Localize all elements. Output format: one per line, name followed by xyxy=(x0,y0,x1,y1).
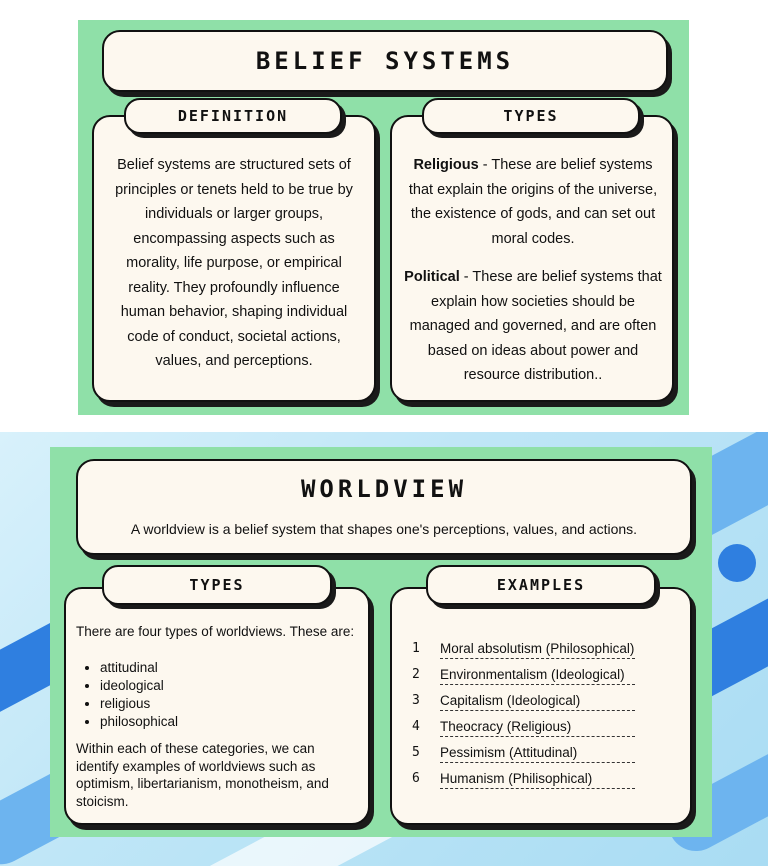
list-item xyxy=(412,743,652,769)
examples-heading: EXAMPLES xyxy=(496,576,586,594)
political-text: - These are belief systems that explain how societies should be managed and governed, and are often based on ideas about power and resource distribution.. xyxy=(409,269,662,383)
worldview-title-card xyxy=(76,459,692,555)
belief-types-heading: TYPES xyxy=(503,107,559,125)
definition-text: Belief systems are structured sets of principles or tenets held to be true by individuals or larger groups, encompassing aspects such as morality, life purpose, or empirical reality. They profoundly influence human behavior, shaping individual code of conduct, societal actions, values, and perceptions. xyxy=(115,157,353,369)
worldview-types-list xyxy=(70,659,360,731)
examples-card xyxy=(390,587,692,825)
example-number: 1 xyxy=(412,641,420,656)
definition-card xyxy=(92,115,376,402)
worldview-types-card xyxy=(64,587,370,825)
religious-paragraph xyxy=(402,153,664,251)
belief-systems-slide xyxy=(78,20,689,415)
example-text: Humanism (Philisophical) xyxy=(440,771,635,789)
political-label: Political xyxy=(404,269,460,285)
worldview-types-outro: Within each of these categories, we can identify examples of worldviews such as optimism, libertarianism, monotheism, and stoicism. xyxy=(76,741,329,809)
example-text: Capitalism (Ideological) xyxy=(440,693,635,711)
belief-types-tab xyxy=(422,98,640,134)
background-circle xyxy=(718,544,756,582)
worldview-title: WORLDVIEW xyxy=(300,475,468,503)
example-text: Moral absolutism (Philosophical) xyxy=(440,641,635,659)
definition-heading: DEFINITION xyxy=(177,107,289,125)
religious-text: - These are belief systems that explain the origins of the universe, the existence of gods, and can set out moral codes. xyxy=(408,157,658,247)
example-number: 6 xyxy=(412,771,420,786)
worldview-subtitle: A worldview is a belief system that shapes one's perceptions, values, and actions. xyxy=(130,521,638,537)
list-item: • attitudinal xyxy=(100,659,360,677)
belief-systems-title-card xyxy=(102,30,668,92)
example-number: 4 xyxy=(412,719,420,734)
example-text: Pessimism (Attitudinal) xyxy=(440,745,635,763)
example-number: 2 xyxy=(412,667,420,682)
example-number: 3 xyxy=(412,693,420,708)
belief-systems-title: BELIEF SYSTEMS xyxy=(255,47,515,75)
worldview-slide xyxy=(50,447,712,837)
religious-label: Religious xyxy=(413,157,479,173)
list-item: • philosophical xyxy=(100,713,360,731)
examples-tab xyxy=(426,565,656,605)
definition-tab xyxy=(124,98,342,134)
examples-list xyxy=(412,639,662,819)
worldview-types-tab xyxy=(102,565,332,605)
list-item xyxy=(412,691,652,717)
list-item xyxy=(412,717,652,743)
example-text: Environmentalism (Ideological) xyxy=(440,667,635,685)
example-text: Theocracy (Religious) xyxy=(440,719,635,737)
list-item xyxy=(412,769,652,795)
worldview-types-intro: There are four types of worldviews. These are: xyxy=(76,624,355,639)
example-number: 5 xyxy=(412,745,420,760)
list-item: • ideological xyxy=(100,677,360,695)
list-item xyxy=(412,639,652,665)
belief-types-card xyxy=(390,115,674,402)
political-paragraph xyxy=(402,265,664,388)
worldview-types-heading: TYPES xyxy=(189,576,245,594)
list-item xyxy=(412,665,652,691)
list-item: • religious xyxy=(100,695,360,713)
